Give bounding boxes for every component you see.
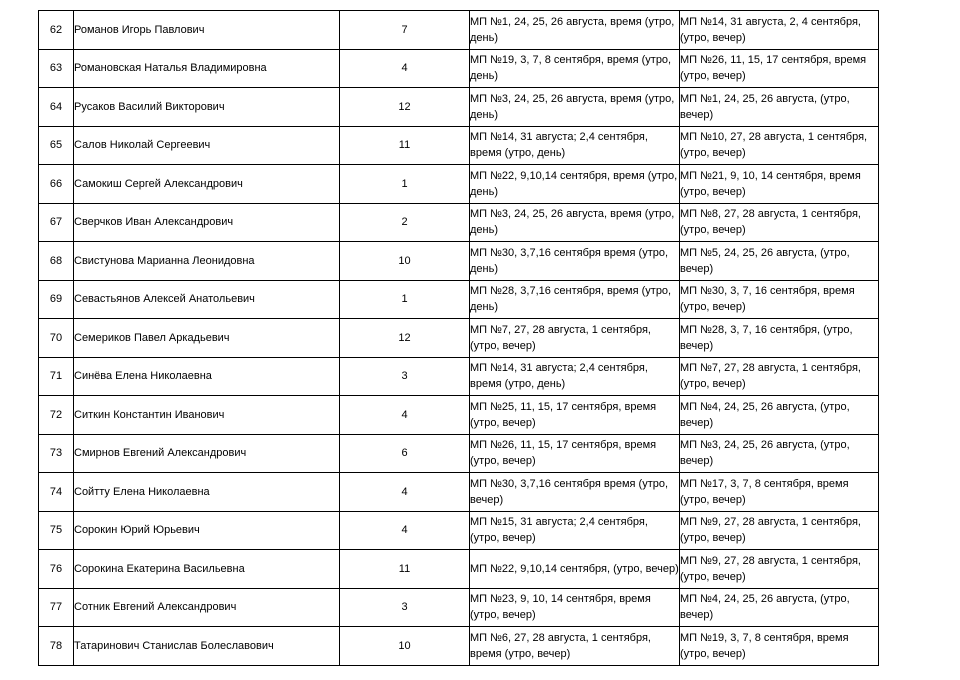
table-row <box>39 473 879 512</box>
row-number: 76 <box>39 550 74 589</box>
table-row <box>39 126 879 165</box>
first-assignment: МП №3, 24, 25, 26 августа, время (утро, день) <box>470 88 680 127</box>
person-name: Сорокин Юрий Юрьевич <box>74 511 340 550</box>
person-name: Синёва Елена Николаевна <box>74 357 340 396</box>
second-assignment: МП №7, 27, 28 августа, 1 сентября, (утро, вечер) <box>680 357 879 396</box>
first-assignment: МП №22, 9,10,14 сентября, время (утро, день) <box>470 165 680 204</box>
person-name: Салов Николай Сергеевич <box>74 126 340 165</box>
table-row <box>39 550 879 589</box>
row-number: 65 <box>39 126 74 165</box>
table-row <box>39 11 879 50</box>
person-name: Сверчков Иван Александрович <box>74 203 340 242</box>
person-name: Сорокина Екатерина Васильевна <box>74 550 340 589</box>
document-page <box>38 10 878 666</box>
person-name: Русаков Василий Викторович <box>74 88 340 127</box>
row-number: 62 <box>39 11 74 50</box>
second-assignment: МП №5, 24, 25, 26 августа, (утро, вечер) <box>680 242 879 281</box>
second-assignment: МП №4, 24, 25, 26 августа, (утро, вечер) <box>680 396 879 435</box>
table-row <box>39 319 879 358</box>
table-row <box>39 511 879 550</box>
first-assignment: МП №14, 31 августа; 2,4 сентября, время (утро, день) <box>470 126 680 165</box>
table-row <box>39 203 879 242</box>
first-assignment: МП №23, 9, 10, 14 сентября, время (утро, вечер) <box>470 588 680 627</box>
first-assignment: МП №7, 27, 28 августа, 1 сентября, (утро, вечер) <box>470 319 680 358</box>
row-number: 67 <box>39 203 74 242</box>
group-count: 6 <box>340 434 470 473</box>
group-count: 10 <box>340 242 470 281</box>
row-number: 73 <box>39 434 74 473</box>
group-count: 12 <box>340 88 470 127</box>
second-assignment: МП №26, 11, 15, 17 сентября, время (утро, вечер) <box>680 49 879 88</box>
first-assignment: МП №6, 27, 28 августа, 1 сентября, время (утро, вечер) <box>470 627 680 666</box>
person-name: Романовская Наталья Владимировна <box>74 49 340 88</box>
first-assignment: МП №15, 31 августа; 2,4 сентября, (утро, вечер) <box>470 511 680 550</box>
second-assignment: МП №8, 27, 28 августа, 1 сентября, (утро, вечер) <box>680 203 879 242</box>
group-count: 3 <box>340 357 470 396</box>
person-name: Смирнов Евгений Александрович <box>74 434 340 473</box>
table-row <box>39 280 879 319</box>
table-row <box>39 49 879 88</box>
first-assignment: МП №14, 31 августа; 2,4 сентября, время (утро, день) <box>470 357 680 396</box>
second-assignment: МП №9, 27, 28 августа, 1 сентября, (утро, вечер) <box>680 511 879 550</box>
group-count: 11 <box>340 550 470 589</box>
first-assignment: МП №22, 9,10,14 сентября, (утро, вечер) <box>470 550 680 589</box>
group-count: 11 <box>340 126 470 165</box>
person-name: Свистунова Марианна Леонидовна <box>74 242 340 281</box>
row-number: 78 <box>39 627 74 666</box>
person-name: Ситкин Константин Иванович <box>74 396 340 435</box>
group-count: 4 <box>340 473 470 512</box>
table-row <box>39 434 879 473</box>
row-number: 66 <box>39 165 74 204</box>
second-assignment: МП №3, 24, 25, 26 августа, (утро, вечер) <box>680 434 879 473</box>
row-number: 63 <box>39 49 74 88</box>
row-number: 74 <box>39 473 74 512</box>
second-assignment: МП №21, 9, 10, 14 сентября, время (утро, вечер) <box>680 165 879 204</box>
group-count: 12 <box>340 319 470 358</box>
person-name: Самокиш Сергей Александрович <box>74 165 340 204</box>
first-assignment: МП №25, 11, 15, 17 сентября, время (утро, вечер) <box>470 396 680 435</box>
row-number: 72 <box>39 396 74 435</box>
first-assignment: МП №3, 24, 25, 26 августа, время (утро, день) <box>470 203 680 242</box>
table-row <box>39 396 879 435</box>
person-name: Сотник Евгений Александрович <box>74 588 340 627</box>
schedule-table-body <box>39 11 879 666</box>
first-assignment: МП №30, 3,7,16 сентября время (утро, день) <box>470 242 680 281</box>
table-row <box>39 357 879 396</box>
row-number: 70 <box>39 319 74 358</box>
table-row <box>39 627 879 666</box>
group-count: 1 <box>340 280 470 319</box>
schedule-table <box>38 10 879 666</box>
second-assignment: МП №30, 3, 7, 16 сентября, время (утро, вечер) <box>680 280 879 319</box>
table-row <box>39 588 879 627</box>
row-number: 71 <box>39 357 74 396</box>
row-number: 64 <box>39 88 74 127</box>
second-assignment: МП №19, 3, 7, 8 сентября, время (утро, вечер) <box>680 627 879 666</box>
first-assignment: МП №1, 24, 25, 26 августа, время (утро, день) <box>470 11 680 50</box>
first-assignment: МП №19, 3, 7, 8 сентября, время (утро, день) <box>470 49 680 88</box>
row-number: 75 <box>39 511 74 550</box>
row-number: 77 <box>39 588 74 627</box>
group-count: 2 <box>340 203 470 242</box>
person-name: Семериков Павел Аркадьевич <box>74 319 340 358</box>
group-count: 4 <box>340 396 470 435</box>
person-name: Романов Игорь Павлович <box>74 11 340 50</box>
group-count: 7 <box>340 11 470 50</box>
first-assignment: МП №28, 3,7,16 сентября, время (утро, день) <box>470 280 680 319</box>
person-name: Сойтту Елена Николаевна <box>74 473 340 512</box>
table-row <box>39 242 879 281</box>
table-row <box>39 165 879 204</box>
first-assignment: МП №26, 11, 15, 17 сентября, время (утро, вечер) <box>470 434 680 473</box>
group-count: 1 <box>340 165 470 204</box>
second-assignment: МП №1, 24, 25, 26 августа, (утро, вечер) <box>680 88 879 127</box>
second-assignment: МП №17, 3, 7, 8 сентября, время (утро, вечер) <box>680 473 879 512</box>
person-name: Татаринович Станислав Болеславович <box>74 627 340 666</box>
person-name: Севастьянов Алексей Анатольевич <box>74 280 340 319</box>
first-assignment: МП №30, 3,7,16 сентября время (утро, вечер) <box>470 473 680 512</box>
second-assignment: МП №4, 24, 25, 26 августа, (утро, вечер) <box>680 588 879 627</box>
row-number: 69 <box>39 280 74 319</box>
second-assignment: МП №10, 27, 28 августа, 1 сентября, (утро, вечер) <box>680 126 879 165</box>
table-row <box>39 88 879 127</box>
group-count: 3 <box>340 588 470 627</box>
group-count: 4 <box>340 49 470 88</box>
group-count: 10 <box>340 627 470 666</box>
second-assignment: МП №9, 27, 28 августа, 1 сентября, (утро, вечер) <box>680 550 879 589</box>
group-count: 4 <box>340 511 470 550</box>
second-assignment: МП №14, 31 августа, 2, 4 сентября, (утро, вечер) <box>680 11 879 50</box>
second-assignment: МП №28, 3, 7, 16 сентября, (утро, вечер) <box>680 319 879 358</box>
row-number: 68 <box>39 242 74 281</box>
